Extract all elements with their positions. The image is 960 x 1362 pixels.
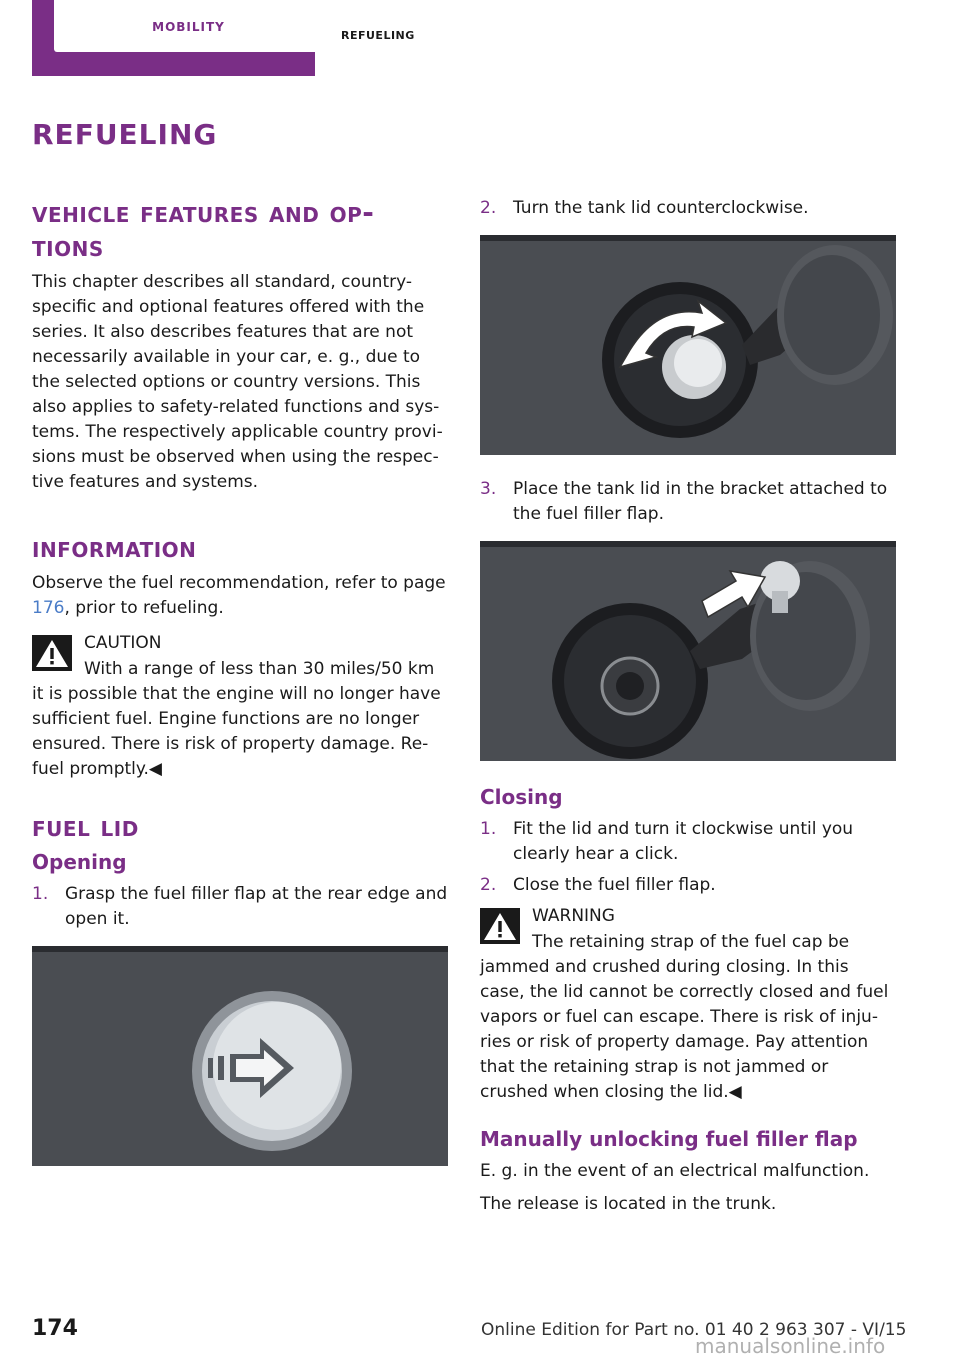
tank-lid-turning-photo xyxy=(480,235,896,455)
chapter-tab-inner xyxy=(54,0,323,52)
caution-title: CAUTION xyxy=(84,633,162,653)
fuel-lid-heading: fuel lid xyxy=(32,810,139,843)
step-number: 1. xyxy=(480,819,497,839)
fuel-flap-closed-photo xyxy=(32,946,448,1166)
opening-step-3 xyxy=(480,477,896,527)
section-label: refueling xyxy=(341,24,415,43)
warning-text: The retaining strap of the fuel cap be jammed and crushed during closing. In this case, the lid cannot be correctly closed and fuel vapors or fuel can escape. There is risk of inju‐ries or risk of property damage. Pay attention that the retaining strap is not jammed or crushed when closing the lid.◀ xyxy=(480,932,889,1102)
watermark: manualsonline.info xyxy=(695,1334,886,1358)
chapter-tab xyxy=(32,0,315,76)
information-body xyxy=(32,571,448,621)
vehicle-features-heading xyxy=(32,196,448,264)
step-text: Turn the tank lid counterclockwise. xyxy=(513,198,809,218)
left-column xyxy=(32,196,448,1188)
closing-heading: Closing xyxy=(480,785,563,809)
caution-text: With a range of less than 30 miles/50 km it is possible that the engine will no longer have sufficient fuel. Engine functions are no longer ensured. There is risk of property damage. Re‐fuel promptly.◀ xyxy=(32,659,441,779)
tank-lid-bracket-photo xyxy=(480,541,896,761)
right-column xyxy=(480,196,896,1225)
vehicle-features-heading-line1: vehicle features and op‐ xyxy=(32,196,375,229)
caution-block xyxy=(32,631,448,782)
manual-unlock-line2: The release is located in the trunk. xyxy=(480,1194,777,1214)
manual-unlock-line1: E. g. in the event of an electrical malfunction. xyxy=(480,1161,870,1181)
edition-info: Online Edition for Part no. 01 40 2 963 307 - VI/15 xyxy=(481,1320,907,1340)
step-text: Fit the lid and turn it clockwise until you clearly hear a click. xyxy=(513,819,854,864)
page-number: 174 xyxy=(32,1316,78,1341)
opening-heading: Opening xyxy=(32,850,127,874)
warning-triangle-icon xyxy=(480,908,520,944)
opening-step-1 xyxy=(32,882,448,932)
page-title: refueling xyxy=(32,108,218,154)
information-text-before: Observe the fuel recommendation, refer to page xyxy=(32,573,446,593)
step-number: 3. xyxy=(480,479,497,499)
page-link-176[interactable]: 176 xyxy=(32,598,65,618)
warning-title: WARNING xyxy=(532,906,615,926)
step-text: Place the tank lid in the bracket attached to the fuel filler flap. xyxy=(513,479,888,524)
chapter-tab-label: mobility xyxy=(152,16,225,36)
manual-unlock-heading: Manually unlocking fuel filler flap xyxy=(480,1127,858,1151)
step-number: 1. xyxy=(32,884,49,904)
warning-triangle-icon xyxy=(32,635,72,671)
information-text-after: , prior to refueling. xyxy=(64,598,224,618)
warning-block xyxy=(480,904,896,1105)
step-text: Grasp the fuel filler flap at the rear edge and open it. xyxy=(65,884,448,929)
closing-step-2 xyxy=(480,873,896,898)
closing-step-1 xyxy=(480,817,896,867)
vehicle-features-body: This chapter describes all standard, country-specific and optional features offered with the series. It also describes features that are not necessarily available in your car, e. g., due to the selected options or country versions. This also applies to safety-related functions and sys‐tems. The respectively applicable country provi‐sions must be observed when using the respec‐tive features and systems. xyxy=(32,272,443,492)
step-number: 2. xyxy=(480,198,497,218)
step-number: 2. xyxy=(480,875,497,895)
vehicle-features-heading-line2: tions xyxy=(32,230,104,263)
step-text: Close the fuel filler flap. xyxy=(513,875,716,895)
information-heading: information xyxy=(32,531,197,564)
opening-step-2 xyxy=(480,196,896,221)
